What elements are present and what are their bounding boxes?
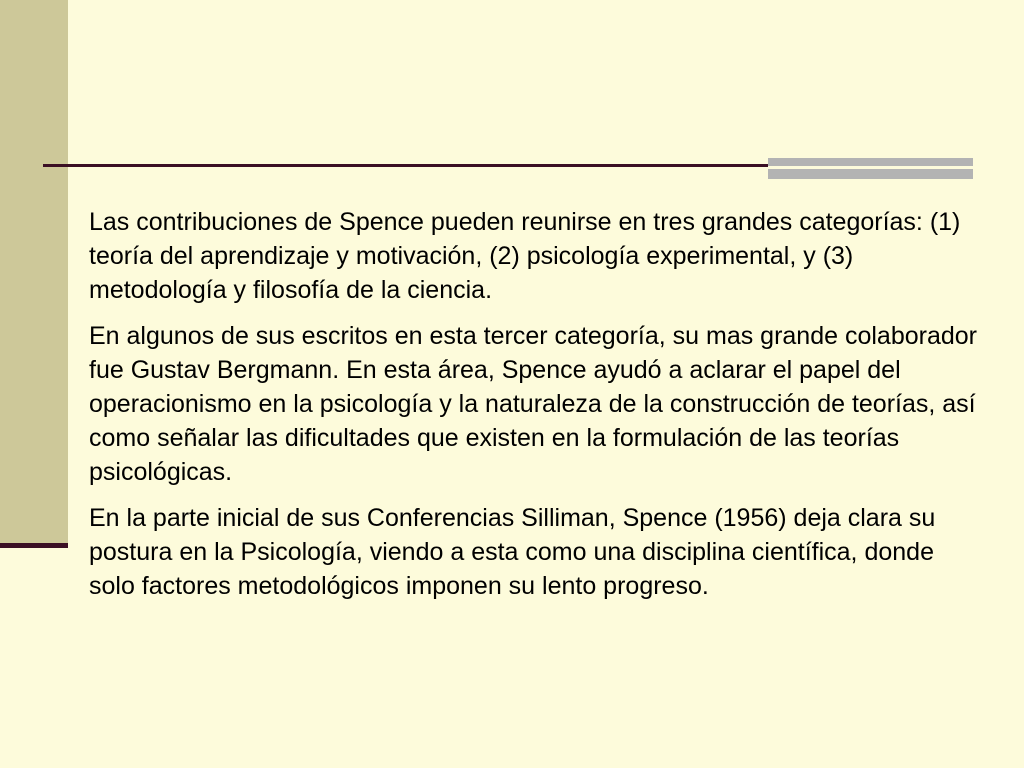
paragraph-silliman: En la parte inicial de sus Conferencias Silliman, Spence (1956) deja clara su postura en la Psicología, viendo a esta como una disciplina científica, donde solo factores metodológicos imponen su lento progreso. (89, 504, 936, 600)
paragraph-contributions: Las contribuciones de Spence pueden reunirse en tres grandes categorías: (1) teoría del aprendizaje y motivación, (2) psicología experimental, y (3) metodología y filosofía de la ciencia. (89, 208, 961, 304)
side-underline-rule (0, 543, 68, 548)
side-decorative-bar (0, 0, 68, 545)
accent-bar (768, 158, 973, 179)
paragraph-bergmann: En algunos de sus escritos en esta tercer categoría, su mas grande colaborador fue Gustav Bergmann. En esta área, Spence ayudó a aclarar el papel del operacionismo en la psicología y la naturaleza de la construcción de teorías, así como señalar las dificultades que existen en la formulación de las teorías psicológicas. (89, 322, 978, 486)
title-divider-rule (43, 164, 773, 167)
slide-body (89, 205, 979, 615)
